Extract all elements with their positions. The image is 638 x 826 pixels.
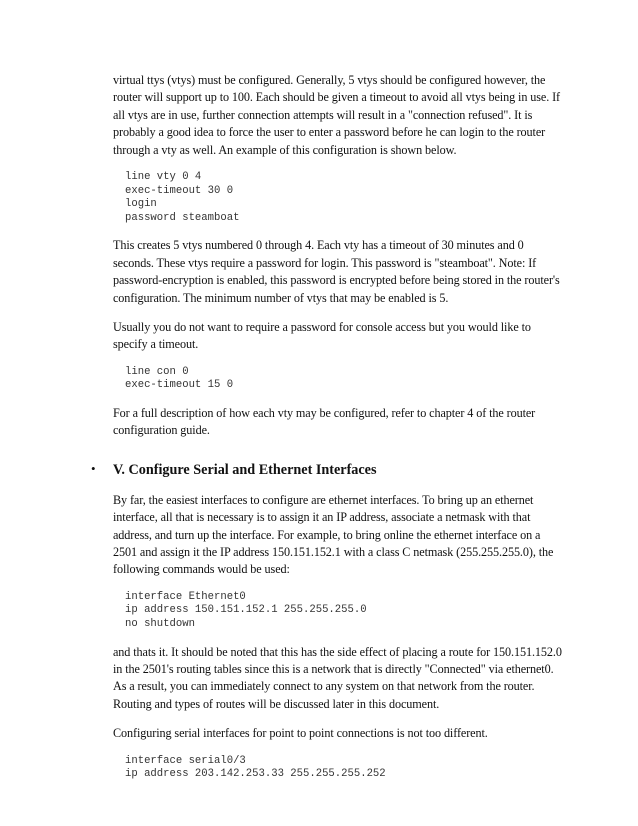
paragraph-vty-intro: virtual ttys (vtys) must be configured. Generally, 5 vtys should be configured however, the router will support up to 100. Each should be given a timeout to avoid all vtys being in use. If all vtys are in use, further connection attempts will result in a "connection refused". It is probably a good idea to force the user to enter a password before he can login to the router through a vty as well. An example of this configuration is shown below.: [113, 73, 561, 157]
code-line: interface Ethernet0: [125, 590, 246, 603]
section-heading: V. Configure Serial and Ethernet Interfaces: [113, 461, 377, 478]
document-body: [91, 72, 565, 782]
code-line: interface serial0/3: [125, 754, 246, 767]
code-line: ip address 203.142.253.33 255.255.255.252: [125, 768, 386, 781]
code-line: login: [125, 198, 157, 211]
paragraph-config-guide-ref: For a full description of how each vty may be configured, refer to chapter 4 of the router configuration guide.: [113, 406, 536, 438]
code-line: no shutdown: [125, 618, 195, 631]
paragraph-vty-explanation: This creates 5 vtys numbered 0 through 4. Each vty has a timeout of 30 minutes and 0 seconds. These vtys require a password for login. This password is "steamboat". Note: If password-encryption is enabled, this password is encrypted before being stored in the router's configuration. The minimum number of vtys that may be enabled is 5.: [113, 238, 560, 305]
code-line: exec-timeout 15 0: [125, 379, 234, 392]
paragraph-ethernet-route: and thats it. It should be noted that this has the side effect of placing a route for 150.151.152.0 in the 2501's routing tables since this is a network that is directly "Connected" via ethernet0. As a result, you can immediately connect to any system on that network from the router. Routing and types of routes will be discussed later in this document.: [113, 644, 562, 711]
paragraph-serial-intro: Configuring serial interfaces for point to point connections is not too different.: [113, 726, 488, 741]
section-heading-row: [91, 460, 565, 480]
code-block-vty-config: [113, 171, 565, 225]
code-block-ethernet-config: [113, 591, 565, 632]
code-line: ip address 150.151.152.1 255.255.255.0: [125, 604, 367, 617]
code-line: line con 0: [125, 365, 189, 378]
code-line: line vty 0 4: [125, 171, 202, 184]
paragraph-console-timeout: Usually you do not want to require a password for console access but you would like to specify a timeout.: [113, 320, 531, 352]
code-block-console-config: [113, 366, 565, 393]
code-line: password steamboat: [125, 211, 240, 224]
paragraph-ethernet-intro: By far, the easiest interfaces to configure are ethernet interfaces. To bring up an ethernet interface, all that is necessary is to assign it an IP address, associate a netmask with that address, and turn up the interface. For example, to bring online the ethernet interface on a 2501 and assign it the IP address 150.151.152.1 with a class C netmask (255.255.255.0), the following commands would be used:: [113, 492, 554, 577]
bullet-icon: •: [91, 460, 96, 476]
code-block-serial-config: [113, 755, 565, 782]
code-line: exec-timeout 30 0: [125, 184, 234, 197]
